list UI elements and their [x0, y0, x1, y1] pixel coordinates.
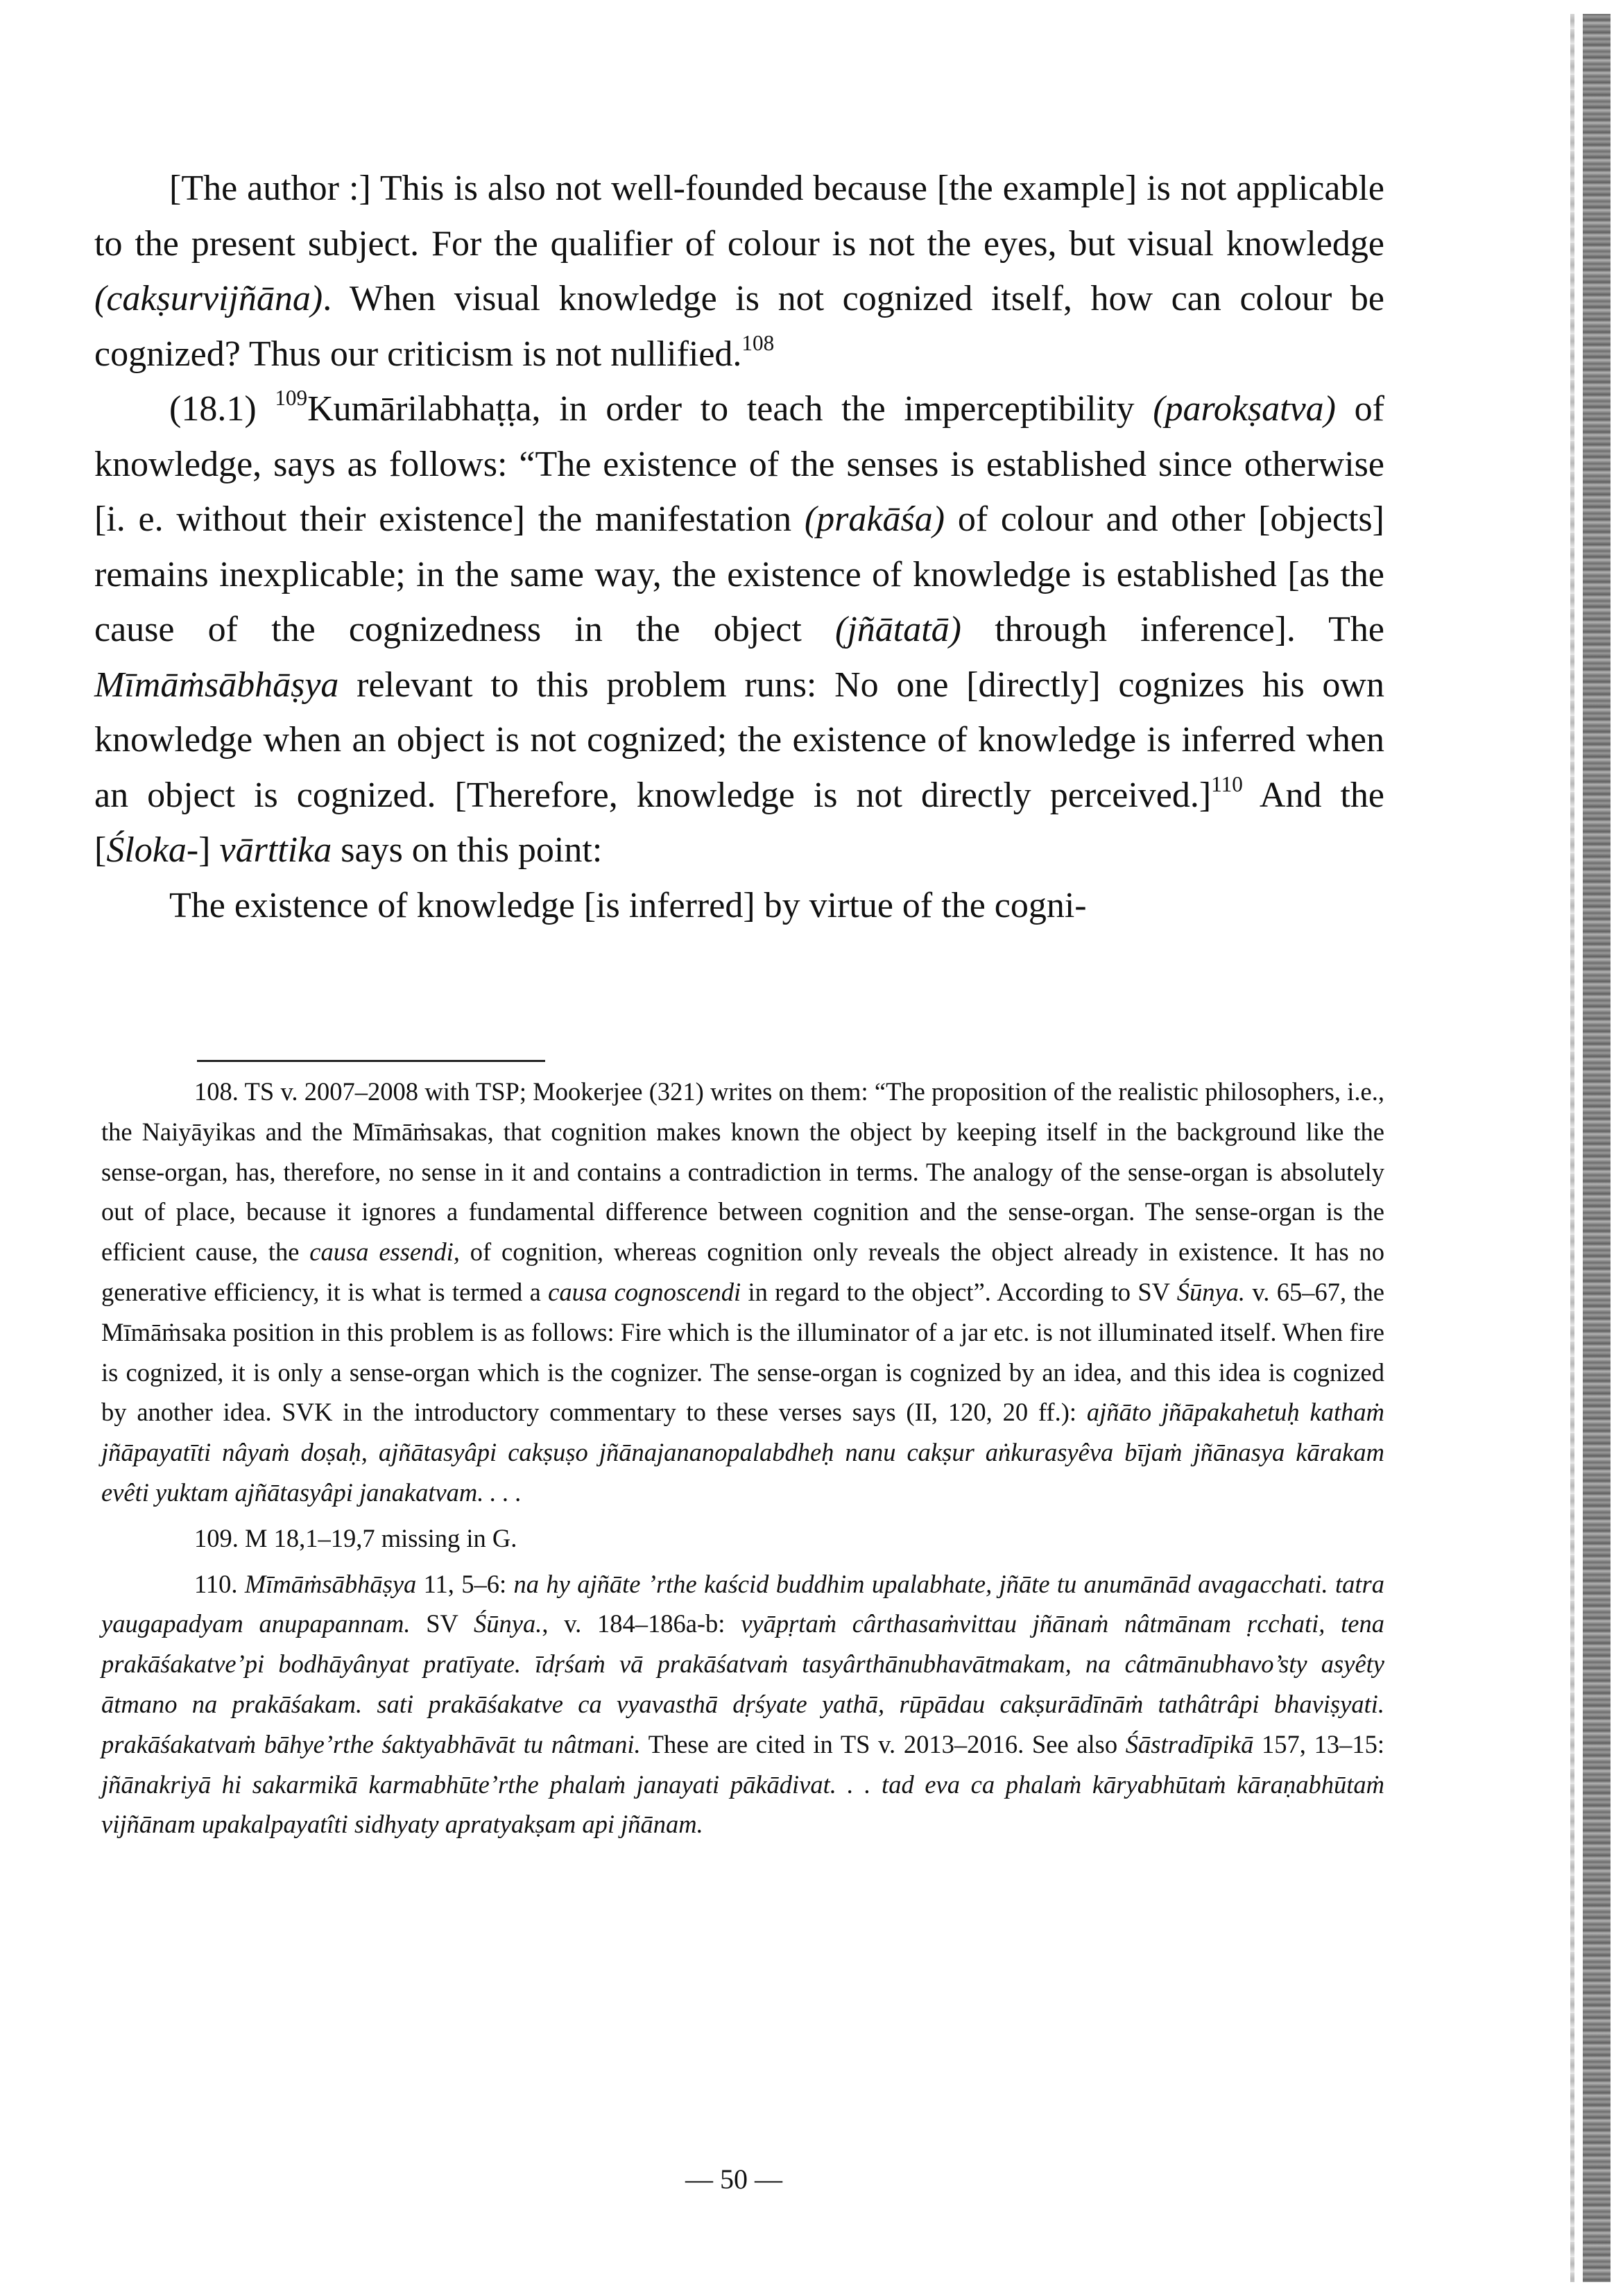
paragraph-1: [The author :] This is also not well-founded because [the example] is not applicable to the present subject. For the qualifier of colour is not the eyes, but visual knowledge (cakṣurvijñāna). When visual knowledge is not cognized itself, how can colour be cognized? Thus our criticism is not nullified.$^{108}$ — [94, 169, 1384, 374]
footnote-divider — [197, 1060, 545, 1062]
paragraph-3: The existence of knowledge [is inferred] by virtue of the cogni- — [169, 885, 1087, 925]
footnote-ref-108[interactable]: 108 — [741, 330, 775, 355]
page-number: — 50 — — [685, 2164, 782, 2195]
footnote-109: 109. M 18,1–19,7 missing in G. — [194, 1523, 517, 1552]
main-text — [94, 161, 1384, 933]
footnote-ref-110[interactable]: 110 — [1211, 771, 1243, 796]
footnote-108: 108. TS v. 2007–2008 with TSP; Mookerjee (321) writes on them: “The proposition of the realistic philosophers, i.e., the Naiyāyikas and the Mīmāṁsakas, that cognition makes known the object by keeping itself in the background like the sense-organ, has, therefore, no sense in it and contains a contradiction in terms. The analogy of the sense-organ is absolutely out of place, because it ignores a fundamental difference between cognition and the sense-organ. The sense-organ is the efficient cause, the causa essendi, of cognition, whereas cognition only reveals the object already in existence. It has no generative efficiency, it is what is termed a causa cognoscendi in regard to the object”. According to SV Śūnya. v. 65–67, the Mīmāṁsaka position in this problem is as follows: Fire which is the illuminator of a jar etc. is not illuminated itself. When fire is cognized, it is only a sense-organ which is the cognizer. The sense-organ is cognized by an idea, and this idea is cognized by another idea. SVK in the introductory commentary to these verses says (II, 120, 20 ff.): ajñāto jñāpakahetuḥ kathaṁ jñāpayatīti nâyaṁ doṣaḥ, ajñātasyâpi cakṣuṣo jñānajananopalabdheḥ nanu cakṣur aṅkurasyêva bījaṁ jñānasya kārakam evêti yuktam ajñātasyâpi janakatvam. . . . — [101, 1077, 1385, 1507]
footnote-ref-109[interactable]: 109 — [275, 386, 308, 411]
footnote-110: 110. Mīmāṁsābhāṣya 11, 5–6: na hy ajñāte ’rthe kaścid buddhim upalabhate, jñāte tu anumānād avagacchati. tatra yaugapadyam anupapannam. SV Śūnya., v. 184–186a-b: vyāpṛtaṁ cârthasaṁvittau jñānaṁ nâtmānam ṛcchati, tena prakāśakatve’pi bodhāyânyat pratīyate. īdṛśaṁ vā prakāśatvaṁ tasyârthānubhavātmakam, na câtmānubhavo’sty asyêty ātmano na prakāśakam. sati prakāśakatve ca vyavasthā dṛśyate yathā, rūpādau cakṣurādīnāṁ tathâtrâpi bhaviṣyati. prakāśakatvaṁ bāhye’rthe śaktyabhāvāt tu nâtmani. These are cited in TS v. 2013–2016. See also Śāstradīpikā 157, 13–15: jñānakriyā hi sakarmikā karmabhūte’rthe phalaṁ janayati pākādivat. . . tad eva ca phalaṁ kāryabhūtaṁ kāraṇabhūtaṁ vijñānam upakalpayatîti sidhyaty apratyakṣam api jñānam. — [101, 1569, 1384, 1839]
paragraph-2: (18.1) $^{109}$Kumārilabhaṭṭa, in order to teach the imperceptibility (parokṣatva) of knowledge, says as follows: “The existence of the senses is established since otherwise [i. e. without their existence] the manifestation (prakāśa) of colour and other [objects] remains inexplicable; in the same way, the existence of knowledge is established [as the cause of the cognizedness in the object (jñātatā) through inference]. The Mīmāṁsābhāṣya relevant to this problem runs: No one [directly] cognizes his own knowledge when an object is not cognized; the existence of knowledge is inferred when an object is cognized. [Therefore, knowledge is not directly perceived.]$^{110}$ And the [Śloka-] vārttika says on this point: — [94, 386, 1384, 870]
scan-edge-shadow — [1583, 14, 1611, 2282]
scan-edge-line — [1570, 14, 1574, 2282]
footnotes — [101, 1072, 1384, 1850]
